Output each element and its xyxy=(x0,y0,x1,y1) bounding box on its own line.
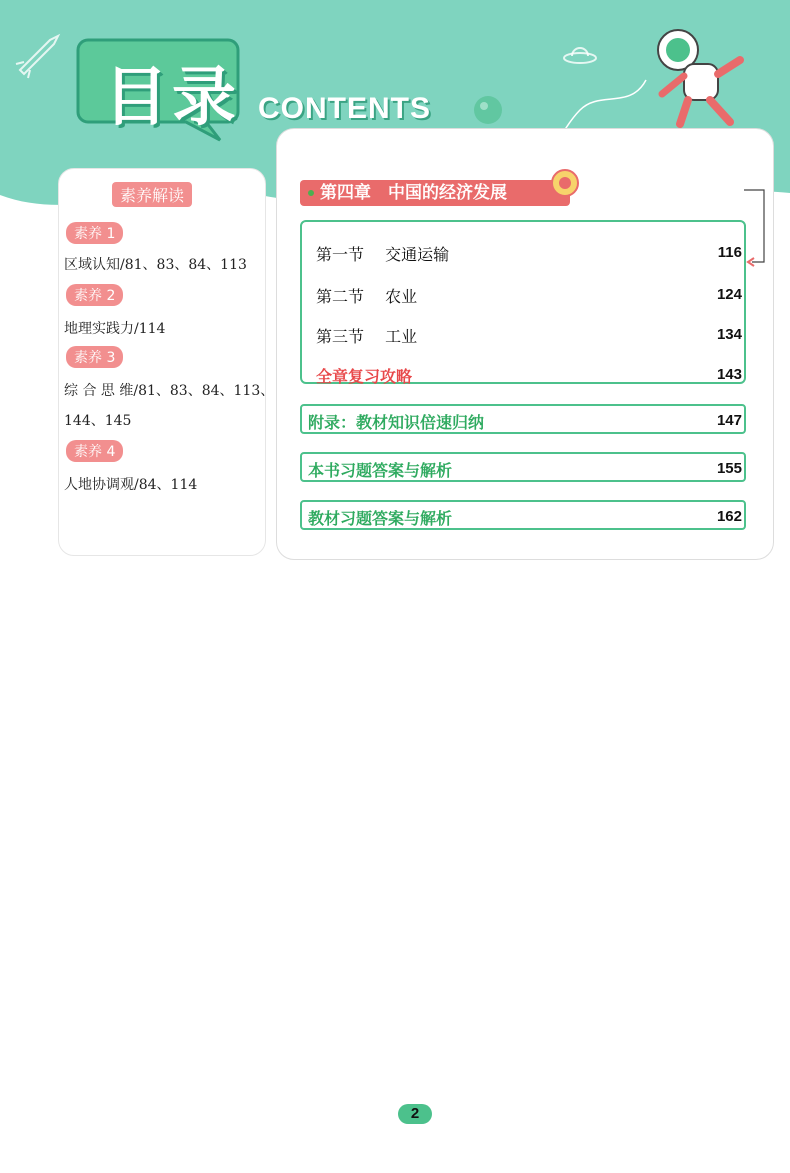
page-subtitle-en: CONTENTS xyxy=(258,92,431,125)
literacy-badge-2: 素养 2 xyxy=(66,284,123,306)
toc-entry-appendix-2[interactable]: 本书习题答案与解析 xyxy=(308,461,453,480)
chapter-heading[interactable]: 第四章 中国的经济发展 xyxy=(300,180,570,206)
section-page-1: 116 xyxy=(717,244,742,261)
badge-mascot-icon xyxy=(548,166,582,200)
toc-entry-review[interactable]: 全章复习攻略 xyxy=(316,367,413,386)
toc-entry-section-2[interactable] xyxy=(316,284,417,307)
toc-entry-section-3[interactable] xyxy=(316,324,417,347)
literacy-panel-title: 素养解读 xyxy=(112,182,192,207)
literacy-badge-4: 素养 4 xyxy=(66,440,123,462)
literacy-text-3[interactable]: 综 合 思 维/81、83、84、113、 xyxy=(64,383,275,399)
appendix-page-3: 162 xyxy=(716,508,742,525)
connector-arrow-icon xyxy=(740,186,770,270)
section-number: 第二节 xyxy=(316,287,365,306)
section-title: 工业 xyxy=(385,327,418,346)
toc-entry-appendix-1[interactable]: 附录：教材知识倍速归纳 xyxy=(308,413,485,432)
literacy-text-1[interactable]: 区域认知/81、83、84、113 xyxy=(64,257,247,273)
appendix-page-2: 155 xyxy=(716,460,742,477)
appendix-page-1: 147 xyxy=(716,412,742,429)
section-page-3: 134 xyxy=(716,326,742,343)
toc-entry-appendix-3[interactable]: 教材习题答案与解析 xyxy=(308,509,453,528)
page-title: 目录 xyxy=(104,61,240,135)
literacy-text-4[interactable]: 人地协调观/84、114 xyxy=(64,477,198,493)
review-page: 143 xyxy=(716,366,742,383)
ufo-icon xyxy=(560,40,600,70)
literacy-text-3-cont[interactable]: 144、145 xyxy=(64,413,132,429)
section-title: 农业 xyxy=(385,287,418,306)
section-title: 交通运输 xyxy=(385,245,450,264)
section-number: 第一节 xyxy=(316,245,365,264)
astronaut-icon xyxy=(640,20,760,130)
literacy-text-2[interactable]: 地理实践力/114 xyxy=(64,321,166,337)
section-number: 第三节 xyxy=(316,327,365,346)
toc-entry-section-1[interactable] xyxy=(316,242,449,265)
page-number: 2 xyxy=(398,1104,432,1124)
chapter-dot-icon xyxy=(308,190,314,196)
planet-icon xyxy=(470,92,506,128)
section-page-2: 124 xyxy=(716,286,742,303)
literacy-badge-1: 素养 1 xyxy=(66,222,123,244)
literacy-badge-3: 素养 3 xyxy=(66,346,123,368)
rocket-icon xyxy=(10,30,70,80)
